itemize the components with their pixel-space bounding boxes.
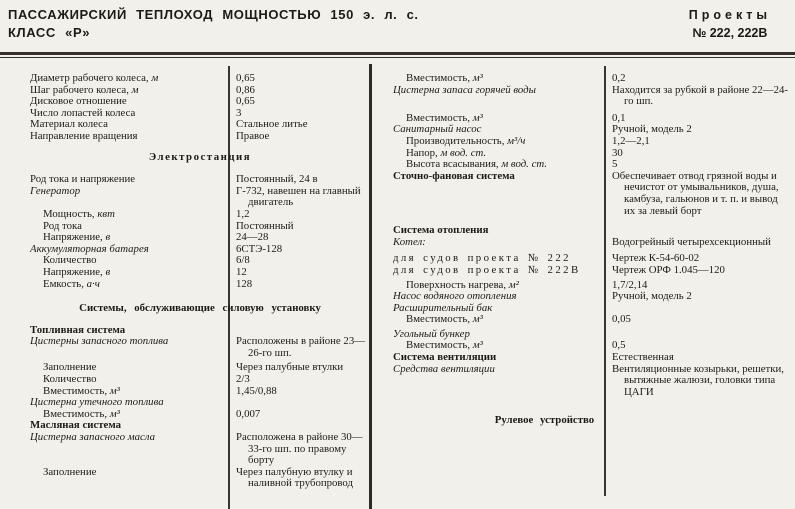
spec-label: для судов проекта № 222В <box>393 263 581 276</box>
table-row <box>30 131 370 143</box>
spec-value: 6/8 <box>236 254 250 267</box>
spec-label: Заполнение <box>43 361 97 374</box>
spec-label: Высота всасывания, м вод. ст. <box>406 158 547 171</box>
spec-value: Постоянный <box>236 219 294 232</box>
section-heading-steering: Рулевое устройство <box>494 414 595 427</box>
spec-value: Г-732, навешен на главный двигатель <box>236 184 361 209</box>
spec-label: Напряжение, в <box>43 231 111 244</box>
project-label: Проекты <box>688 8 771 22</box>
spec-label: Материал колеса <box>30 118 108 131</box>
right-column <box>393 73 791 509</box>
spec-label: Санитарный насос <box>393 123 482 136</box>
spec-value: 1,2—2,1 <box>612 134 650 147</box>
spec-label: Производительность, м³/ч <box>406 134 526 147</box>
spec-value <box>605 329 791 341</box>
spec-label: Средства вентиляции <box>393 362 495 375</box>
spec-value: Ручной, модель 2 <box>612 123 692 136</box>
spec-value: 0,5 <box>612 339 626 352</box>
spec-label: Дисковое отношение <box>30 95 127 108</box>
spec-value: 1,2 <box>236 207 250 220</box>
spec-label: Вместимость, м³ <box>406 72 483 84</box>
left-column <box>30 73 370 509</box>
table-row <box>30 186 370 209</box>
spec-label: Система отопления <box>393 224 489 237</box>
spec-value: Находится за рубкой в районе 22—24-го шп. <box>612 83 788 108</box>
spec-label: Род тока <box>43 219 82 232</box>
spec-label: Количество <box>43 373 97 386</box>
spec-value: 30 <box>612 146 623 159</box>
spec-label: Генератор <box>30 184 81 197</box>
spec-label: Вместимость, м³ <box>406 339 483 352</box>
spec-value: 0,2 <box>612 72 626 84</box>
spec-label: Число лопастей колеса <box>30 106 136 119</box>
spec-label: для судов проекта № 222 <box>393 252 571 265</box>
spec-label: Масляная система <box>30 419 122 432</box>
spec-label: Поверхность нагрева, м² <box>406 278 519 291</box>
spec-value: 24—28 <box>236 231 269 244</box>
spec-value <box>605 225 791 237</box>
page-title-line1: ПАССАЖИРСКИЙ ТЕПЛОХОД МОЩНОСТЬЮ 150 э. л. с. <box>8 7 419 22</box>
table-row <box>393 314 791 326</box>
page-title <box>8 6 419 42</box>
spec-value: Правое <box>236 129 270 142</box>
spec-value: Стальное литье <box>236 118 308 131</box>
spec-label: Котел: <box>393 235 426 248</box>
spec-value: 12 <box>236 265 247 278</box>
spec-value: Чертеж К-54-60-02 <box>612 252 700 265</box>
table-row <box>30 432 370 467</box>
spec-value: Постоянный, 24 в <box>236 173 318 186</box>
spec-label: Направление вращения <box>30 129 138 142</box>
spec-value: 0,05 <box>612 313 631 326</box>
spec-label: Цистерна запаса горячей воды <box>393 83 536 96</box>
spec-label: Род тока и напряжение <box>30 173 136 186</box>
spec-value: 1,45/0,88 <box>236 384 277 397</box>
spec-label: Аккумуляторная батарея <box>30 242 149 255</box>
spec-value: Ручной, модель 2 <box>612 290 692 303</box>
spec-label: Вместимость, м³ <box>406 313 483 326</box>
spec-label: Мощность, квт <box>43 207 115 220</box>
table-row <box>30 174 370 186</box>
spec-value: 0,1 <box>612 111 626 124</box>
spec-value: 0,65 <box>236 95 255 108</box>
spec-label: Насос водяного отопления <box>393 290 517 303</box>
spec-label: Сточно-фановая система <box>393 169 515 182</box>
spec-label: Система вентиляции <box>393 351 497 364</box>
project-number <box>689 6 771 42</box>
spec-label: Угольный бункер <box>393 327 470 340</box>
page-header <box>0 0 795 42</box>
spec-label: Шаг рабочего колеса, м <box>30 83 139 96</box>
spec-value <box>605 303 791 315</box>
spec-label: Вместимость, м³ <box>43 384 120 397</box>
table-row <box>393 237 791 249</box>
table-row <box>30 336 370 359</box>
table-row <box>393 364 791 399</box>
spec-label: Емкость, а·ч <box>43 277 100 290</box>
spec-value: Водогрейный четырехсекционный <box>612 235 771 248</box>
page-title-line2: КЛАСС «Р» <box>8 25 91 40</box>
spec-value: Через палубные втулки <box>236 361 344 374</box>
table-row <box>393 225 791 237</box>
table-row <box>30 467 370 490</box>
spec-value: 0,007 <box>236 407 261 420</box>
spec-label: Цистерна запасного масла <box>30 431 156 444</box>
spec-label: Количество <box>43 254 97 267</box>
spec-value: Естественная <box>612 351 674 364</box>
spec-value: 0,65 <box>236 72 255 84</box>
spec-value: 5 <box>612 158 618 171</box>
spec-value: 1,7/2,14 <box>612 278 648 291</box>
table-row <box>393 85 791 108</box>
spec-value: 128 <box>236 277 253 290</box>
spec-label: Цистерна утечного топлива <box>30 396 164 409</box>
table-row <box>393 171 791 217</box>
spec-value: 0,86 <box>236 83 255 96</box>
section-heading-systems: Системы, обслуживающие силовую установку <box>79 302 321 315</box>
spec-value: Через палубную втулку и наливной трубопровод <box>236 465 354 490</box>
spec-label: Топливная система <box>30 323 126 336</box>
spec-label: Заполнение <box>43 465 97 478</box>
header-rule <box>0 52 795 58</box>
spec-value: 3 <box>236 106 242 119</box>
spec-value: 2/3 <box>236 373 250 386</box>
spec-value: Расположена в районе 30—33-го шп. по правому борту <box>236 431 363 467</box>
spec-label: Напряжение, в <box>43 265 111 278</box>
spec-label: Цистерны запасного топлива <box>30 335 169 348</box>
spec-label: Диаметр рабочего колеса, м <box>30 72 159 84</box>
spec-value: Вентиляционные козырьки, решетки, вытяжные жалюзи, головки типа ЦАГИ <box>612 362 784 398</box>
spec-label: Вместимость, м³ <box>406 111 483 124</box>
spec-value: 6СТЭ-128 <box>236 242 283 255</box>
spec-value: Чертеж ОРФ 1.045—120 <box>612 263 725 276</box>
spec-label: Вместимость, м³ <box>43 407 120 420</box>
project-value: № 222, 222В <box>692 26 768 40</box>
table-row <box>30 279 370 291</box>
spec-label: Напор, м вод. ст. <box>406 146 487 159</box>
spec-body <box>0 64 795 509</box>
section-heading-electrostation: Электростанция <box>148 150 252 163</box>
table-row <box>393 265 791 277</box>
spec-value: Обеспечивает отвод грязной воды и нечистот от умывальников, душа, камбуза, гальюнов и т. п. и вывод их за левый борт <box>612 169 779 217</box>
spec-label: Расширительный бак <box>393 301 493 314</box>
spec-value: Расположены в районе 23—26-го шп. <box>236 335 366 359</box>
